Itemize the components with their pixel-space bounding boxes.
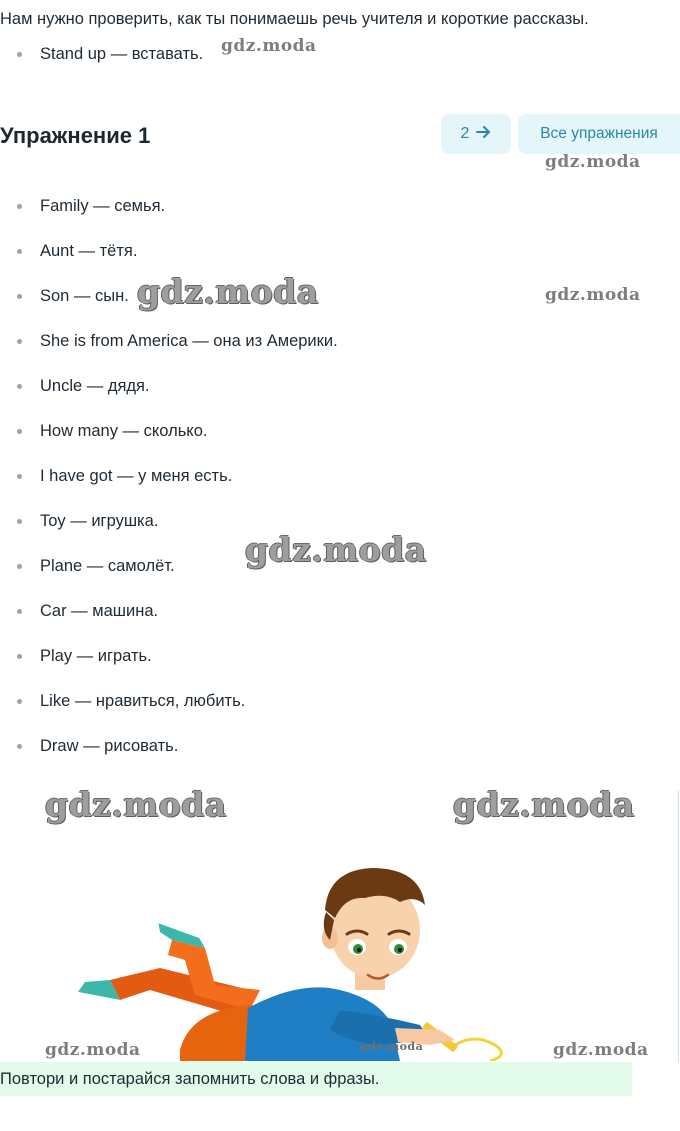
bullet bbox=[17, 249, 22, 254]
next-exercise-button[interactable] bbox=[441, 114, 511, 154]
bullet bbox=[17, 654, 22, 659]
exercise-title: Упражнение 1 bbox=[0, 123, 151, 148]
bullet bbox=[17, 519, 22, 524]
bullet bbox=[17, 384, 22, 389]
all-exercises-button[interactable]: Все упражнения bbox=[518, 114, 680, 154]
bullet bbox=[17, 429, 22, 434]
bullet bbox=[17, 474, 22, 479]
watermark: gdz.moda bbox=[221, 36, 317, 56]
intro-text: Нам нужно проверить, как ты понимаешь речь учителя и короткие рассказы. bbox=[0, 10, 589, 28]
bullet bbox=[17, 699, 22, 704]
watermark: gdz.moda bbox=[45, 1040, 141, 1060]
bullet bbox=[17, 744, 22, 749]
watermark: gdz.moda bbox=[360, 1040, 424, 1053]
watermark: gdz.moda bbox=[245, 530, 427, 569]
next-exercise-number: 2 bbox=[460, 125, 470, 142]
bullet bbox=[17, 204, 22, 209]
watermark: gdz.moda bbox=[137, 272, 319, 311]
watermark: gdz.moda bbox=[553, 1040, 649, 1060]
bullet bbox=[17, 339, 22, 344]
bullet bbox=[17, 52, 22, 57]
instruction-note: Повтори и постарайся запомнить слова и фразы. bbox=[0, 1062, 632, 1096]
bullet bbox=[17, 564, 22, 569]
bullet bbox=[17, 294, 22, 299]
boy-drawing-illustration bbox=[0, 840, 680, 1061]
watermark: gdz.moda bbox=[45, 785, 227, 824]
bullet bbox=[17, 609, 22, 614]
arrow-right-icon bbox=[476, 125, 491, 144]
watermark: gdz.moda bbox=[545, 152, 641, 172]
watermark: gdz.moda bbox=[453, 785, 635, 824]
watermark: gdz.moda bbox=[545, 285, 641, 305]
